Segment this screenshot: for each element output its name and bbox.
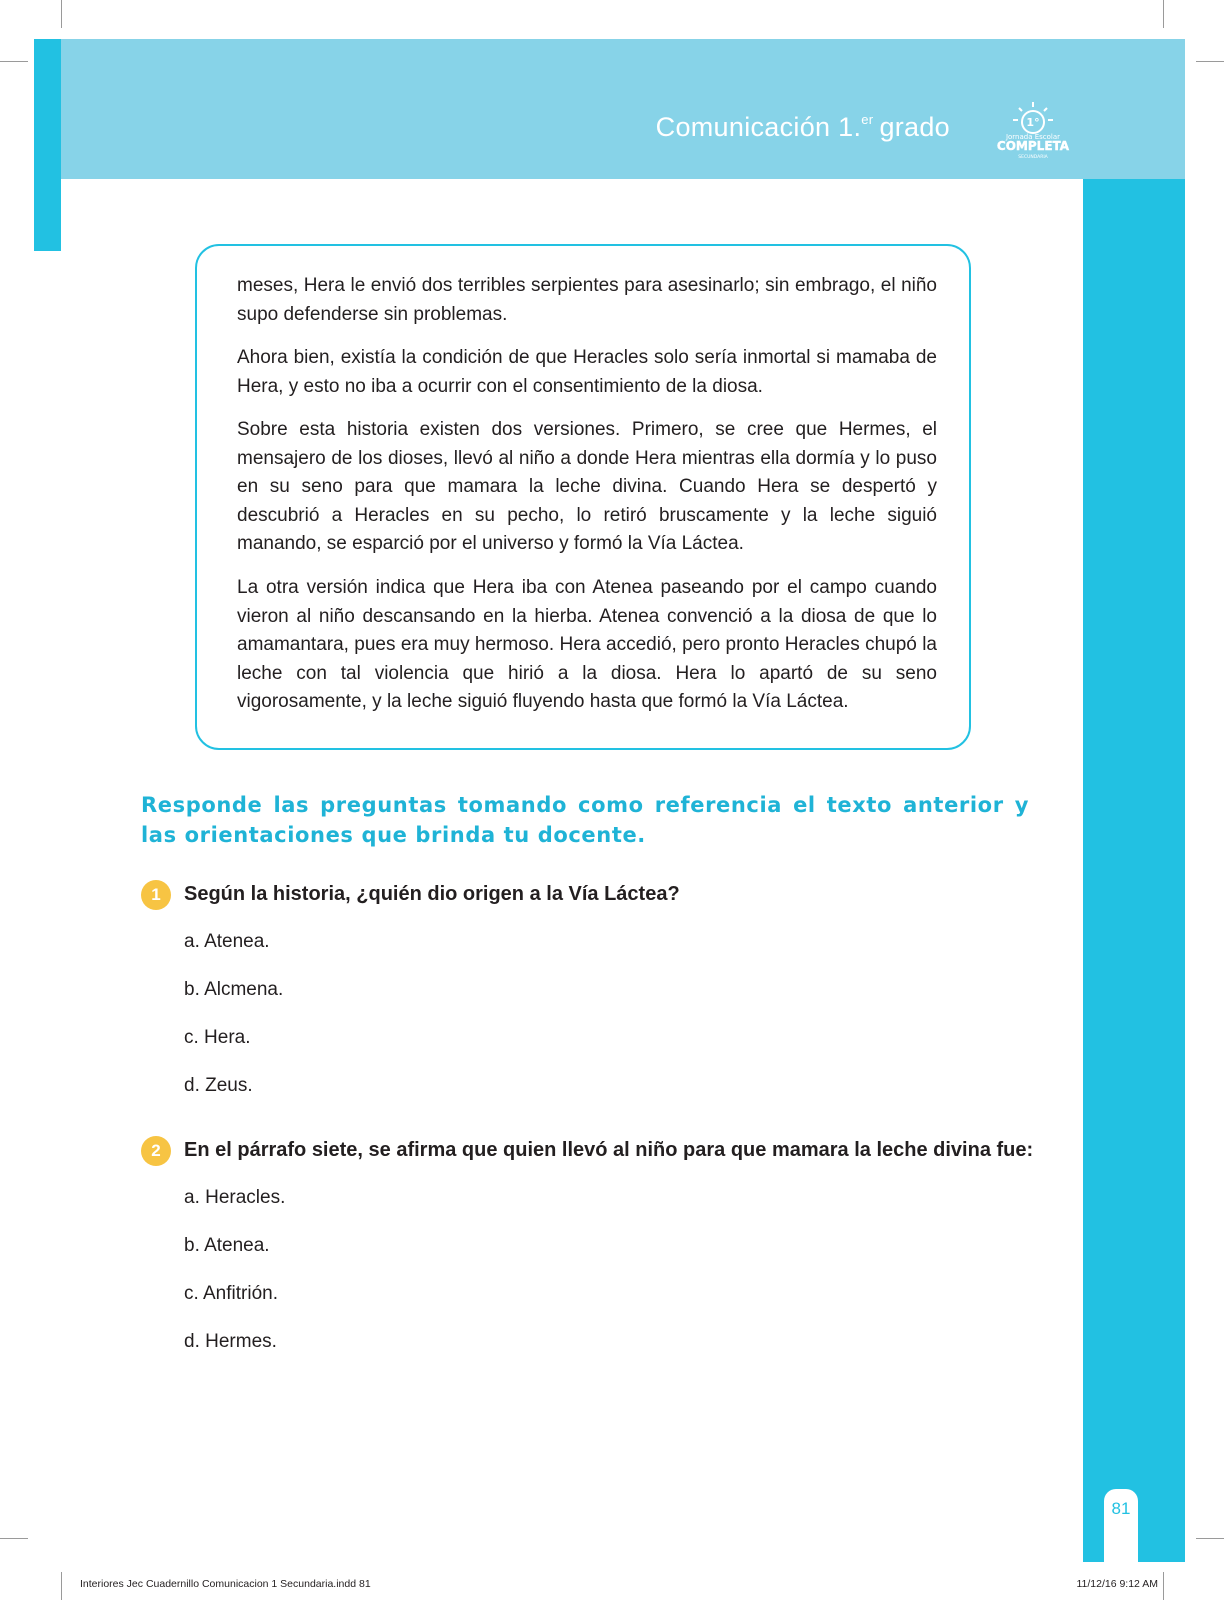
page-number: 81: [1111, 1499, 1131, 1518]
page-title: [620, 112, 950, 143]
crop-mark: [61, 1572, 62, 1600]
question-text: Según la historia, ¿quién dio origen a la Vía Láctea?: [184, 883, 680, 905]
instruction-heading: Responde las preguntas tomando como referencia el texto anterior y las orientaciones que brinda tu docente.: [141, 793, 1029, 847]
crop-mark: [0, 1538, 28, 1539]
svg-text:1°: 1°: [1026, 116, 1040, 129]
crop-mark: [61, 0, 62, 28]
footer-file-name: Interiores Jec Cuadernillo Comunicacion 1 Secundaria.indd 81: [80, 1578, 371, 1590]
question-number-badge: 2: [141, 1136, 171, 1166]
question-text: En el párrafo siete, se afirma que quien llevó al niño para que mamara la leche divina fue:: [184, 1139, 1034, 1161]
reading-passage-box: [195, 244, 971, 750]
answer-option[interactable]: a. Heracles.: [184, 1187, 286, 1208]
reading-paragraph: La otra versión indica que Hera iba con Atenea paseando por el campo cuando vieron al niño descansando en la hierba. Atenea convenció a la diosa de que lo amamantara, pues era muy hermoso. Hera accedió, pero pronto Heracles chupó la leche con tal violencia que hirió a la diosa. Hera lo apartó de su seno vigorosamente, y la leche siguió fluyendo hasta que formó la Vía Láctea.: [237, 577, 937, 712]
reading-paragraph: Sobre esta historia existen dos versiones. Primero, se cree que Hermes, el mensajero de los dioses, llevó al niño a donde Hera mientras ella dormía y lo puso en su seno para que mamara la leche divina. Cuando Hera se despertó y descubrió a Heracles en su pecho, lo retiró bruscamente y la leche siguió manando, se esparció por el universo y formó la Vía Láctea.: [237, 419, 937, 554]
left-accent-tab: [34, 39, 61, 251]
footer-timestamp: 11/12/16 9:12 AM: [1076, 1578, 1158, 1590]
answer-option[interactable]: b. Atenea.: [184, 1235, 270, 1256]
crop-mark: [1196, 1538, 1224, 1539]
crop-mark: [1163, 0, 1164, 28]
right-accent-column: [1083, 179, 1185, 1562]
answer-option[interactable]: b. Alcmena.: [184, 979, 284, 1000]
logo-text-top: Jornada Escolar: [1005, 133, 1061, 141]
logo-text-bottom: SECUNDARIA: [1018, 155, 1048, 160]
answer-option[interactable]: c. Hera.: [184, 1027, 251, 1048]
answer-option[interactable]: d. Hermes.: [184, 1331, 277, 1352]
reading-paragraph: meses, Hera le envió dos terribles serpientes para asesinarlo; sin embrago, el niño supo defenderse sin problemas.: [237, 275, 937, 325]
question-number-badge: 1: [141, 880, 171, 910]
answer-option[interactable]: a. Atenea.: [184, 931, 270, 952]
crop-mark: [1163, 1572, 1164, 1600]
reading-paragraph: Ahora bien, existía la condición de que Heracles solo sería inmortal si mamaba de Hera, y esto no iba a ocurrir con el consentimiento de la diosa.: [237, 347, 937, 397]
answer-option[interactable]: d. Zeus.: [184, 1075, 253, 1096]
grade-superscript: er: [861, 112, 874, 127]
jec-logo-icon: [993, 100, 1073, 162]
grade-label: grado: [879, 112, 950, 142]
answer-option[interactable]: c. Anfitrión.: [184, 1283, 278, 1304]
crop-mark: [1196, 61, 1224, 62]
subject-label: Comunicación 1.: [655, 112, 862, 142]
logo-text-main: COMPLETA: [996, 139, 1070, 153]
crop-mark: [0, 61, 28, 62]
